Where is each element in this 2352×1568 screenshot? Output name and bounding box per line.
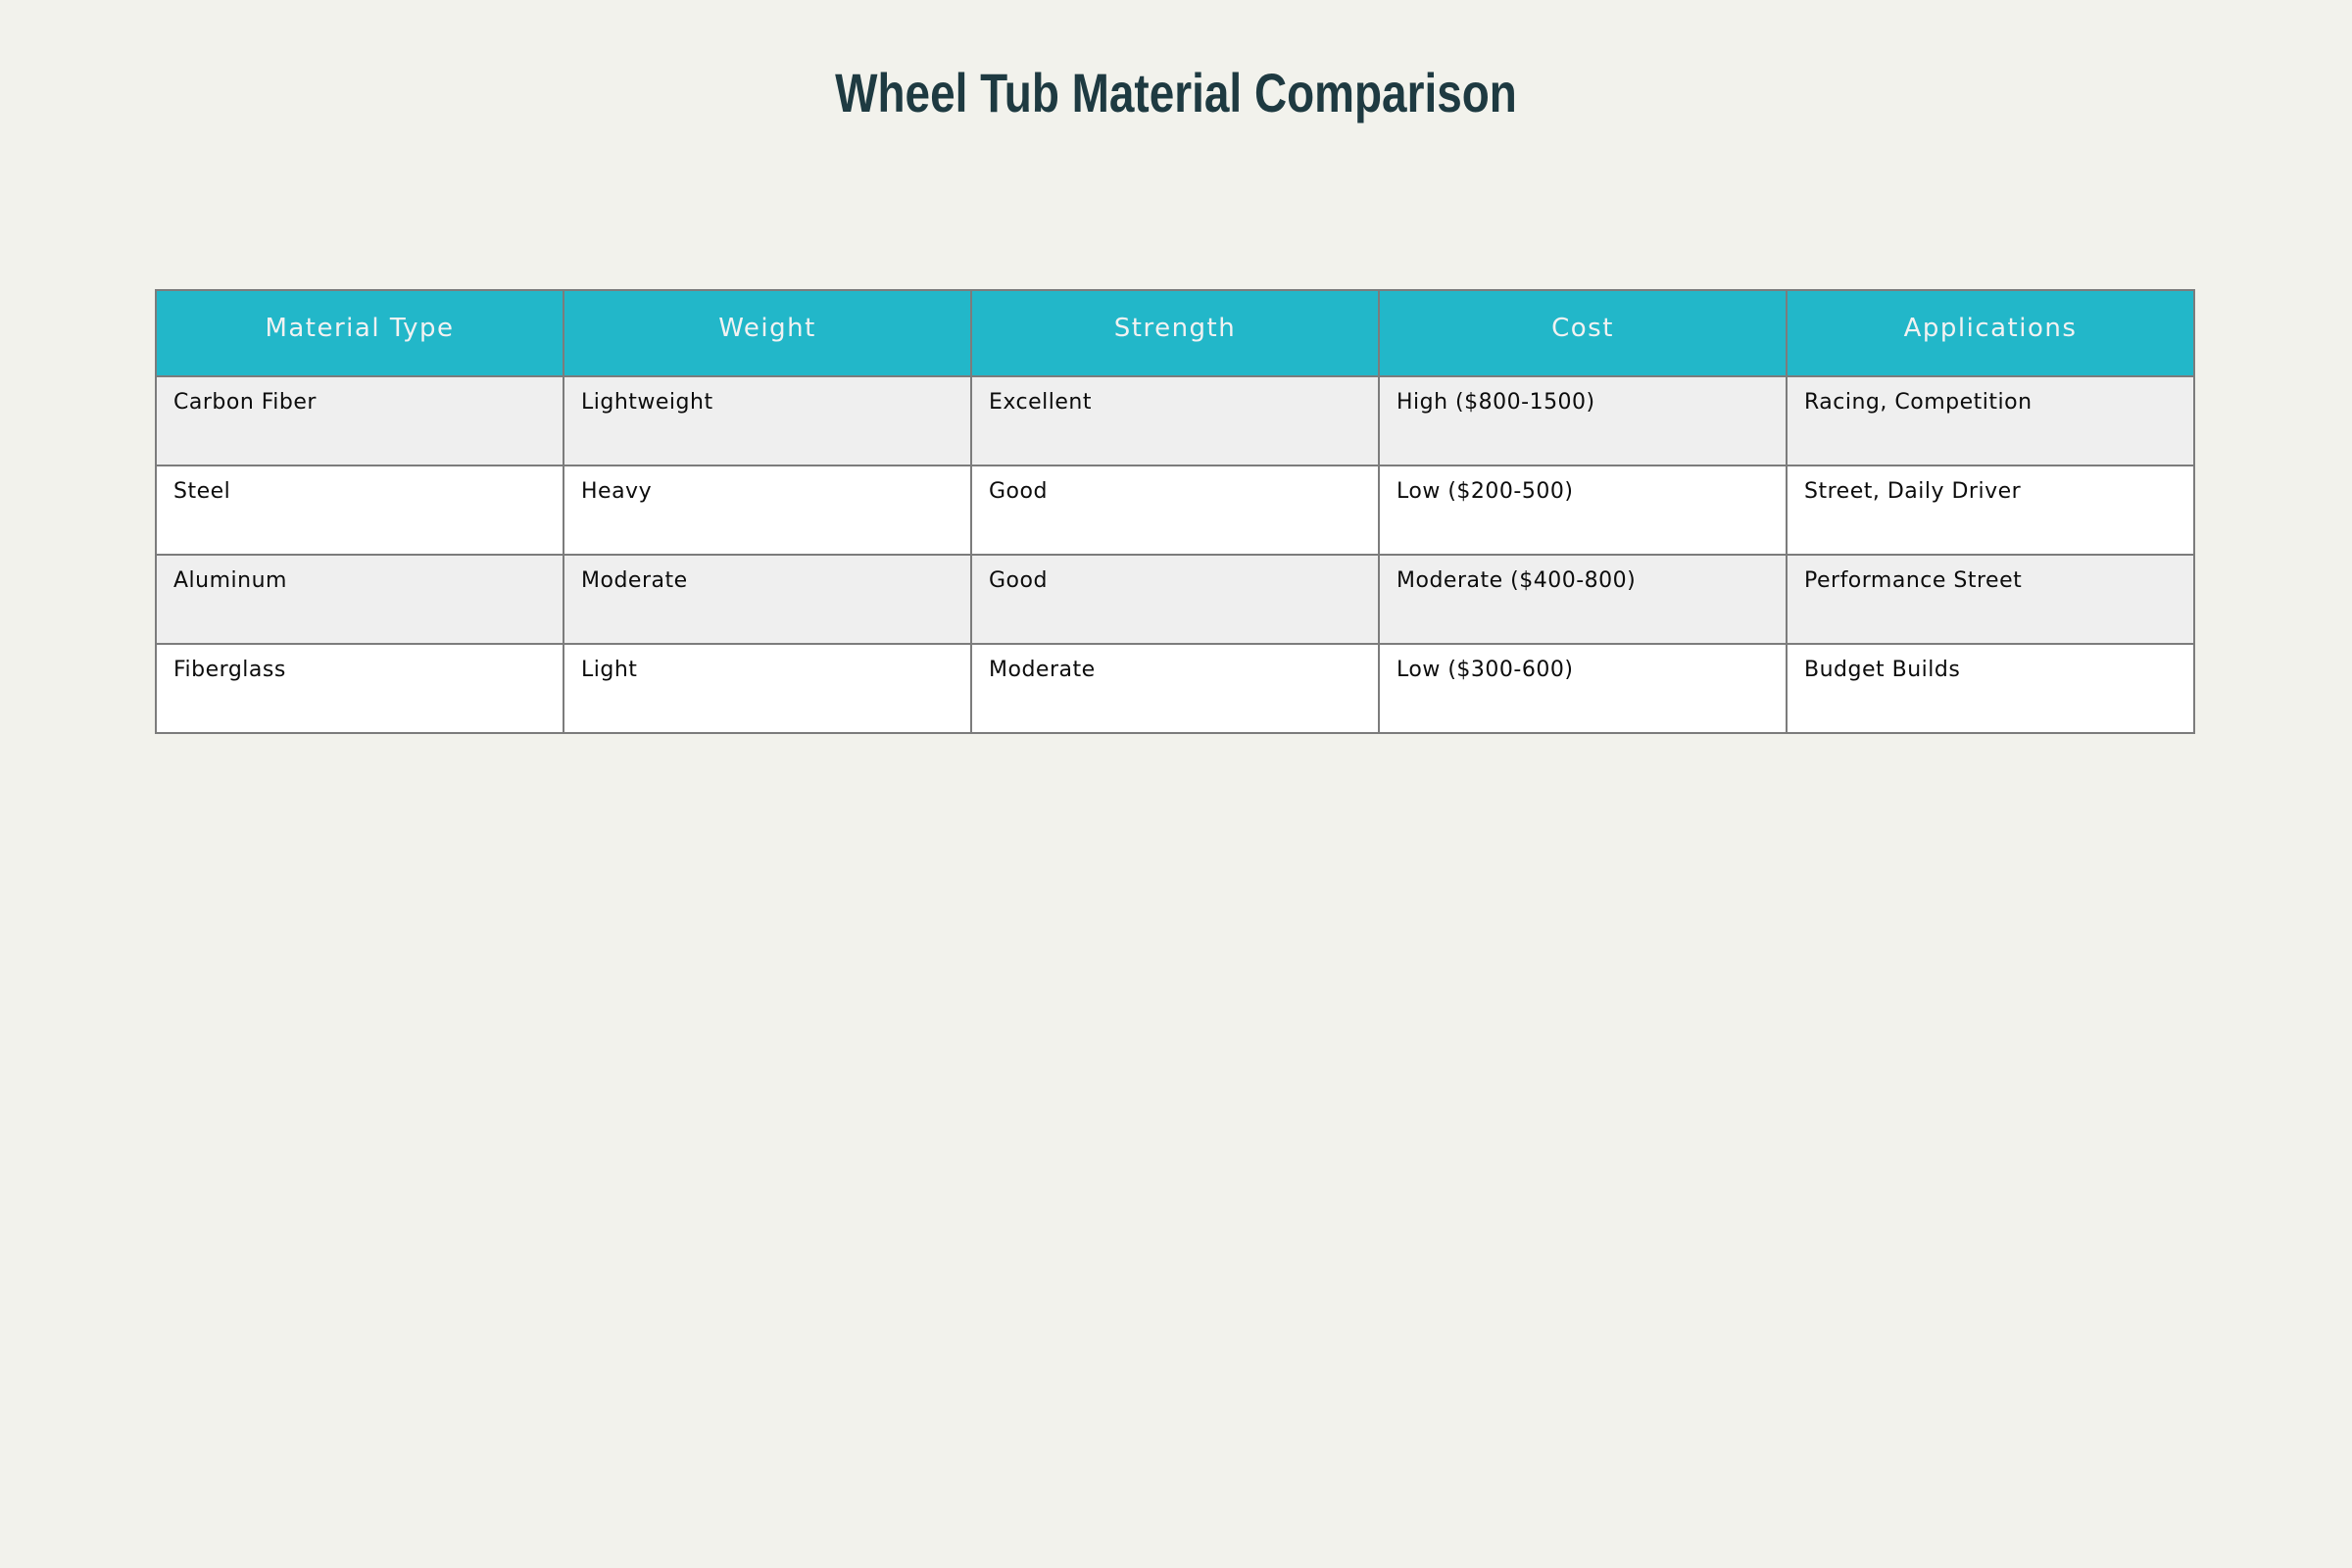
cell-weight: Lightweight xyxy=(564,376,971,466)
header-row xyxy=(156,290,2194,376)
table-row-steel xyxy=(156,466,2194,555)
column-header-material-type: Material Type xyxy=(156,290,564,376)
table-row-aluminum xyxy=(156,555,2194,644)
column-header-strength: Strength xyxy=(971,290,1379,376)
cell-applications: Performance Street xyxy=(1787,555,2194,644)
cell-cost: High ($800-1500) xyxy=(1379,376,1787,466)
table-body xyxy=(156,376,2194,733)
cell-cost: Moderate ($400-800) xyxy=(1379,555,1787,644)
table-row-carbon-fiber xyxy=(156,376,2194,466)
material-comparison-table xyxy=(155,289,2195,734)
cell-strength: Excellent xyxy=(971,376,1379,466)
cell-applications: Racing, Competition xyxy=(1787,376,2194,466)
cell-applications: Budget Builds xyxy=(1787,644,2194,733)
column-header-cost: Cost xyxy=(1379,290,1787,376)
table-row-fiberglass xyxy=(156,644,2194,733)
cell-material-type: Fiberglass xyxy=(156,644,564,733)
cell-strength: Good xyxy=(971,466,1379,555)
cell-weight: Heavy xyxy=(564,466,971,555)
cell-material-type: Carbon Fiber xyxy=(156,376,564,466)
cell-strength: Moderate xyxy=(971,644,1379,733)
cell-cost: Low ($300-600) xyxy=(1379,644,1787,733)
column-header-applications: Applications xyxy=(1787,290,2194,376)
column-header-weight: Weight xyxy=(564,290,971,376)
page-title: Wheel Tub Material Comparison xyxy=(835,62,1517,123)
cell-weight: Light xyxy=(564,644,971,733)
cell-cost: Low ($200-500) xyxy=(1379,466,1787,555)
cell-weight: Moderate xyxy=(564,555,971,644)
cell-material-type: Steel xyxy=(156,466,564,555)
cell-material-type: Aluminum xyxy=(156,555,564,644)
cell-applications: Street, Daily Driver xyxy=(1787,466,2194,555)
cell-strength: Good xyxy=(971,555,1379,644)
table-header xyxy=(156,290,2194,376)
